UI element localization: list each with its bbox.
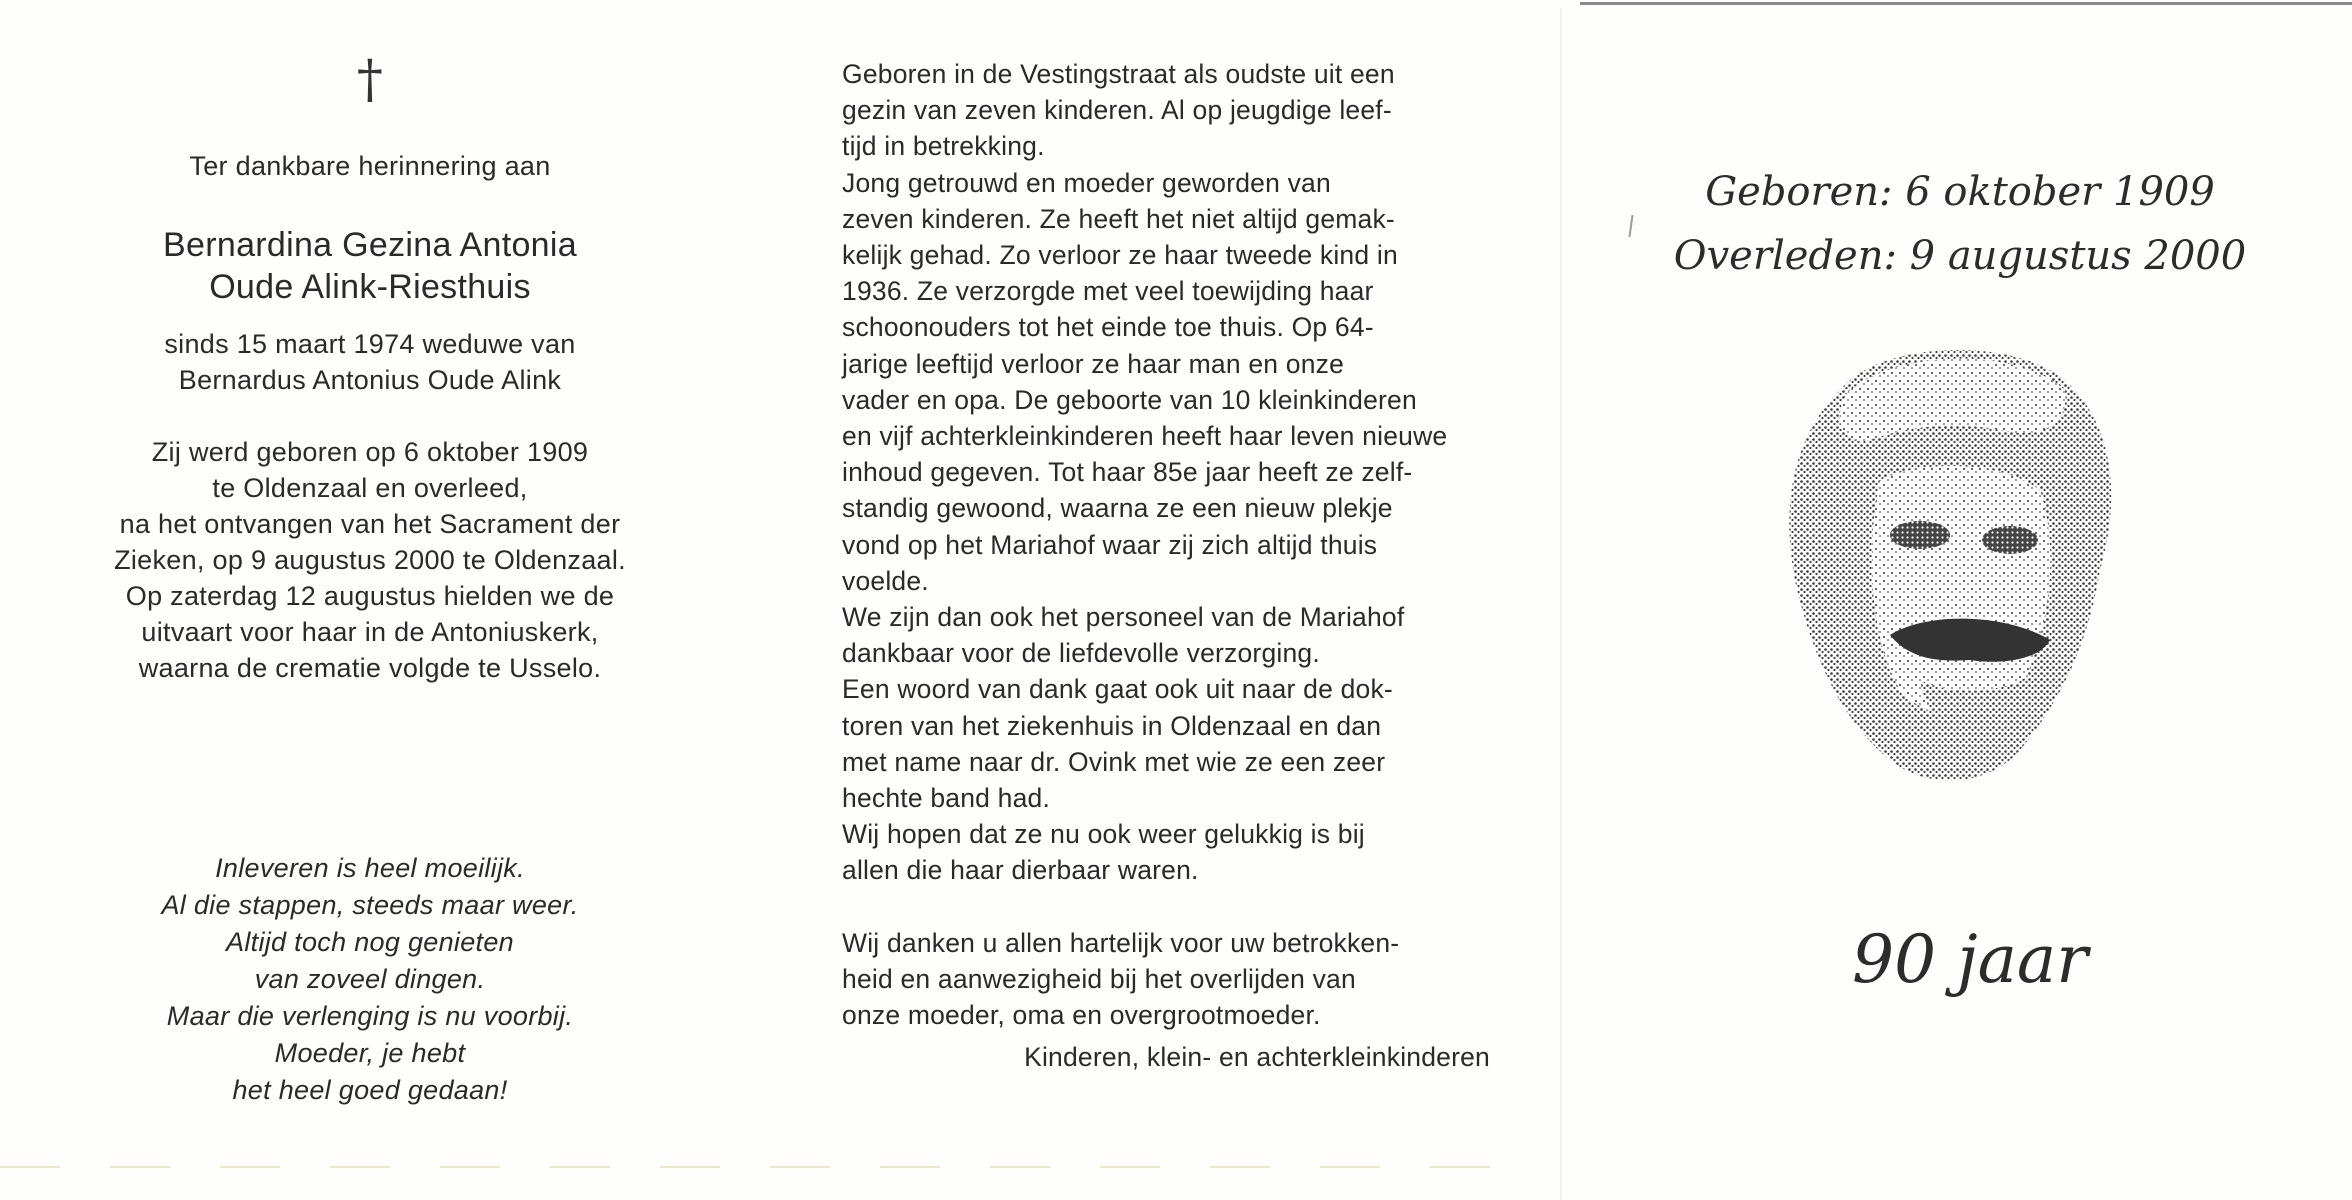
bio-line: Zieken, op 9 augustus 2000 te Oldenzaal.	[114, 545, 626, 575]
widow-text	[40, 326, 700, 398]
poem-line: Moeder, je hebt	[274, 1038, 466, 1068]
name-line-2: Oude Alink-Riesthuis	[209, 268, 531, 306]
story-line: Geboren in de Vestingstraat als oudste uit een	[842, 59, 1395, 89]
story-line: tijd in betrekking.	[842, 131, 1045, 162]
story-line: 1936. Ze verzorgde met veel toewijding haar	[842, 276, 1374, 307]
bio-line: Zij werd geboren op 6 oktober 1909	[151, 437, 589, 467]
bio-line: te Oldenzaal en overleed,	[212, 473, 528, 503]
signoff: Kinderen, klein- en achterkleinkinderen	[1024, 1042, 1490, 1073]
story-line: allen die haar dierbaar waren.	[842, 855, 1199, 886]
story-line: zeven kinderen. Ze heeft het niet altijd gemak-	[842, 203, 1395, 234]
life-story	[842, 56, 1490, 889]
story-line: met name naar dr. Ovink met wie ze een zeer	[842, 746, 1386, 777]
thanks-line: onze moeder, oma en overgrootmoeder.	[842, 1000, 1321, 1031]
story-line: en vijf achterkleinkinderen heeft haar leven nieuwe	[842, 421, 1448, 452]
poem-line: van zoveel dingen.	[254, 964, 486, 994]
story-line: inhoud gegeven. Tot haar 85e jaar heeft ze zelf-	[842, 457, 1413, 488]
portrait-face	[1872, 466, 2051, 716]
bio-line: waarna de crematie volgde te Usselo.	[138, 653, 602, 683]
name-line-1: Bernardina Gezina Antonia	[163, 226, 577, 264]
dates-block	[1640, 160, 2280, 288]
widow-line-1: sinds 15 maart 1974 weduwe van	[164, 329, 576, 359]
story-line: schoonouders tot het einde toe thuis. Op 64-	[842, 312, 1374, 343]
portrait-eye-right	[1982, 526, 2038, 554]
story-line: standig gewoond, waarna ze een nieuw plekje	[842, 493, 1393, 524]
poem-line: Inleveren is heel moeilijk.	[215, 853, 525, 883]
story-line: dankbaar voor de liefdevolle verzorging.	[842, 638, 1320, 669]
bio-line: na het ontvangen van het Sacrament der	[119, 509, 621, 539]
born-date: Geboren: 6 oktober 1909	[1705, 169, 2215, 215]
story-line: vader en opa. De geboorte van 10 kleinkinderen	[842, 384, 1417, 415]
age-label: 90 jaar	[1852, 921, 2088, 998]
thanks-paragraph	[842, 925, 1490, 1034]
story-line: jarige leeftijd verloor ze haar man en onze	[842, 348, 1345, 379]
portrait-eye-left	[1890, 521, 1950, 549]
thanks-line: heid en aanwezigheid bij het overlijden van	[842, 963, 1356, 994]
left-panel	[40, 50, 700, 1109]
stippled-portrait	[1770, 330, 2130, 800]
story-line: hechte band had.	[842, 783, 1051, 814]
story-line: voelde.	[842, 565, 929, 596]
story-line: Jong getrouwd en moeder geworden van	[842, 167, 1331, 198]
poem-line: Maar die verlenging is nu voorbij.	[166, 1001, 574, 1031]
story-line: gezin van zeven kinderen. Al op jeugdige leef-	[842, 95, 1392, 126]
story-line: Wij hopen dat ze nu ook weer gelukkig is bij	[842, 819, 1365, 850]
deceased-name	[40, 224, 700, 308]
poem-line: Al die stappen, steeds maar weer.	[161, 890, 579, 920]
widow-line-2: Bernardus Antonius Oude Alink	[178, 365, 562, 395]
died-date: Overleden: 9 augustus 2000	[1673, 233, 2247, 279]
story-line: toren van het ziekenhuis in Oldenzaal en dan	[842, 710, 1382, 741]
poem-line: het heel goed gedaan!	[232, 1075, 508, 1105]
biography	[40, 434, 700, 686]
poem	[40, 850, 700, 1109]
cross-icon: †	[356, 50, 384, 110]
story-line: vond op het Mariahof waar zij zich altijd thuis	[842, 529, 1378, 560]
story-line: We zijn dan ook het personeel van de Mariahof	[842, 602, 1405, 633]
story-line: Een woord van dank gaat ook uit naar de dok-	[842, 674, 1393, 705]
poem-line: Altijd toch nog genieten	[226, 927, 514, 957]
middle-panel	[842, 56, 1490, 1075]
thanks-line: Wij danken u allen hartelijk voor uw betrokken-	[842, 927, 1400, 958]
story-line: kelijk gehad. Zo verloor ze haar tweede kind in	[842, 240, 1398, 271]
bottom-fold-line-left	[0, 1166, 1540, 1168]
top-edge-rule	[1580, 2, 2352, 5]
bio-line: uitvaart voor haar in de Antoniuskerk,	[141, 617, 599, 647]
intro-text: Ter dankbare herinnering aan	[189, 151, 551, 181]
bio-line: Op zaterdag 12 augustus hielden we de	[125, 581, 615, 611]
